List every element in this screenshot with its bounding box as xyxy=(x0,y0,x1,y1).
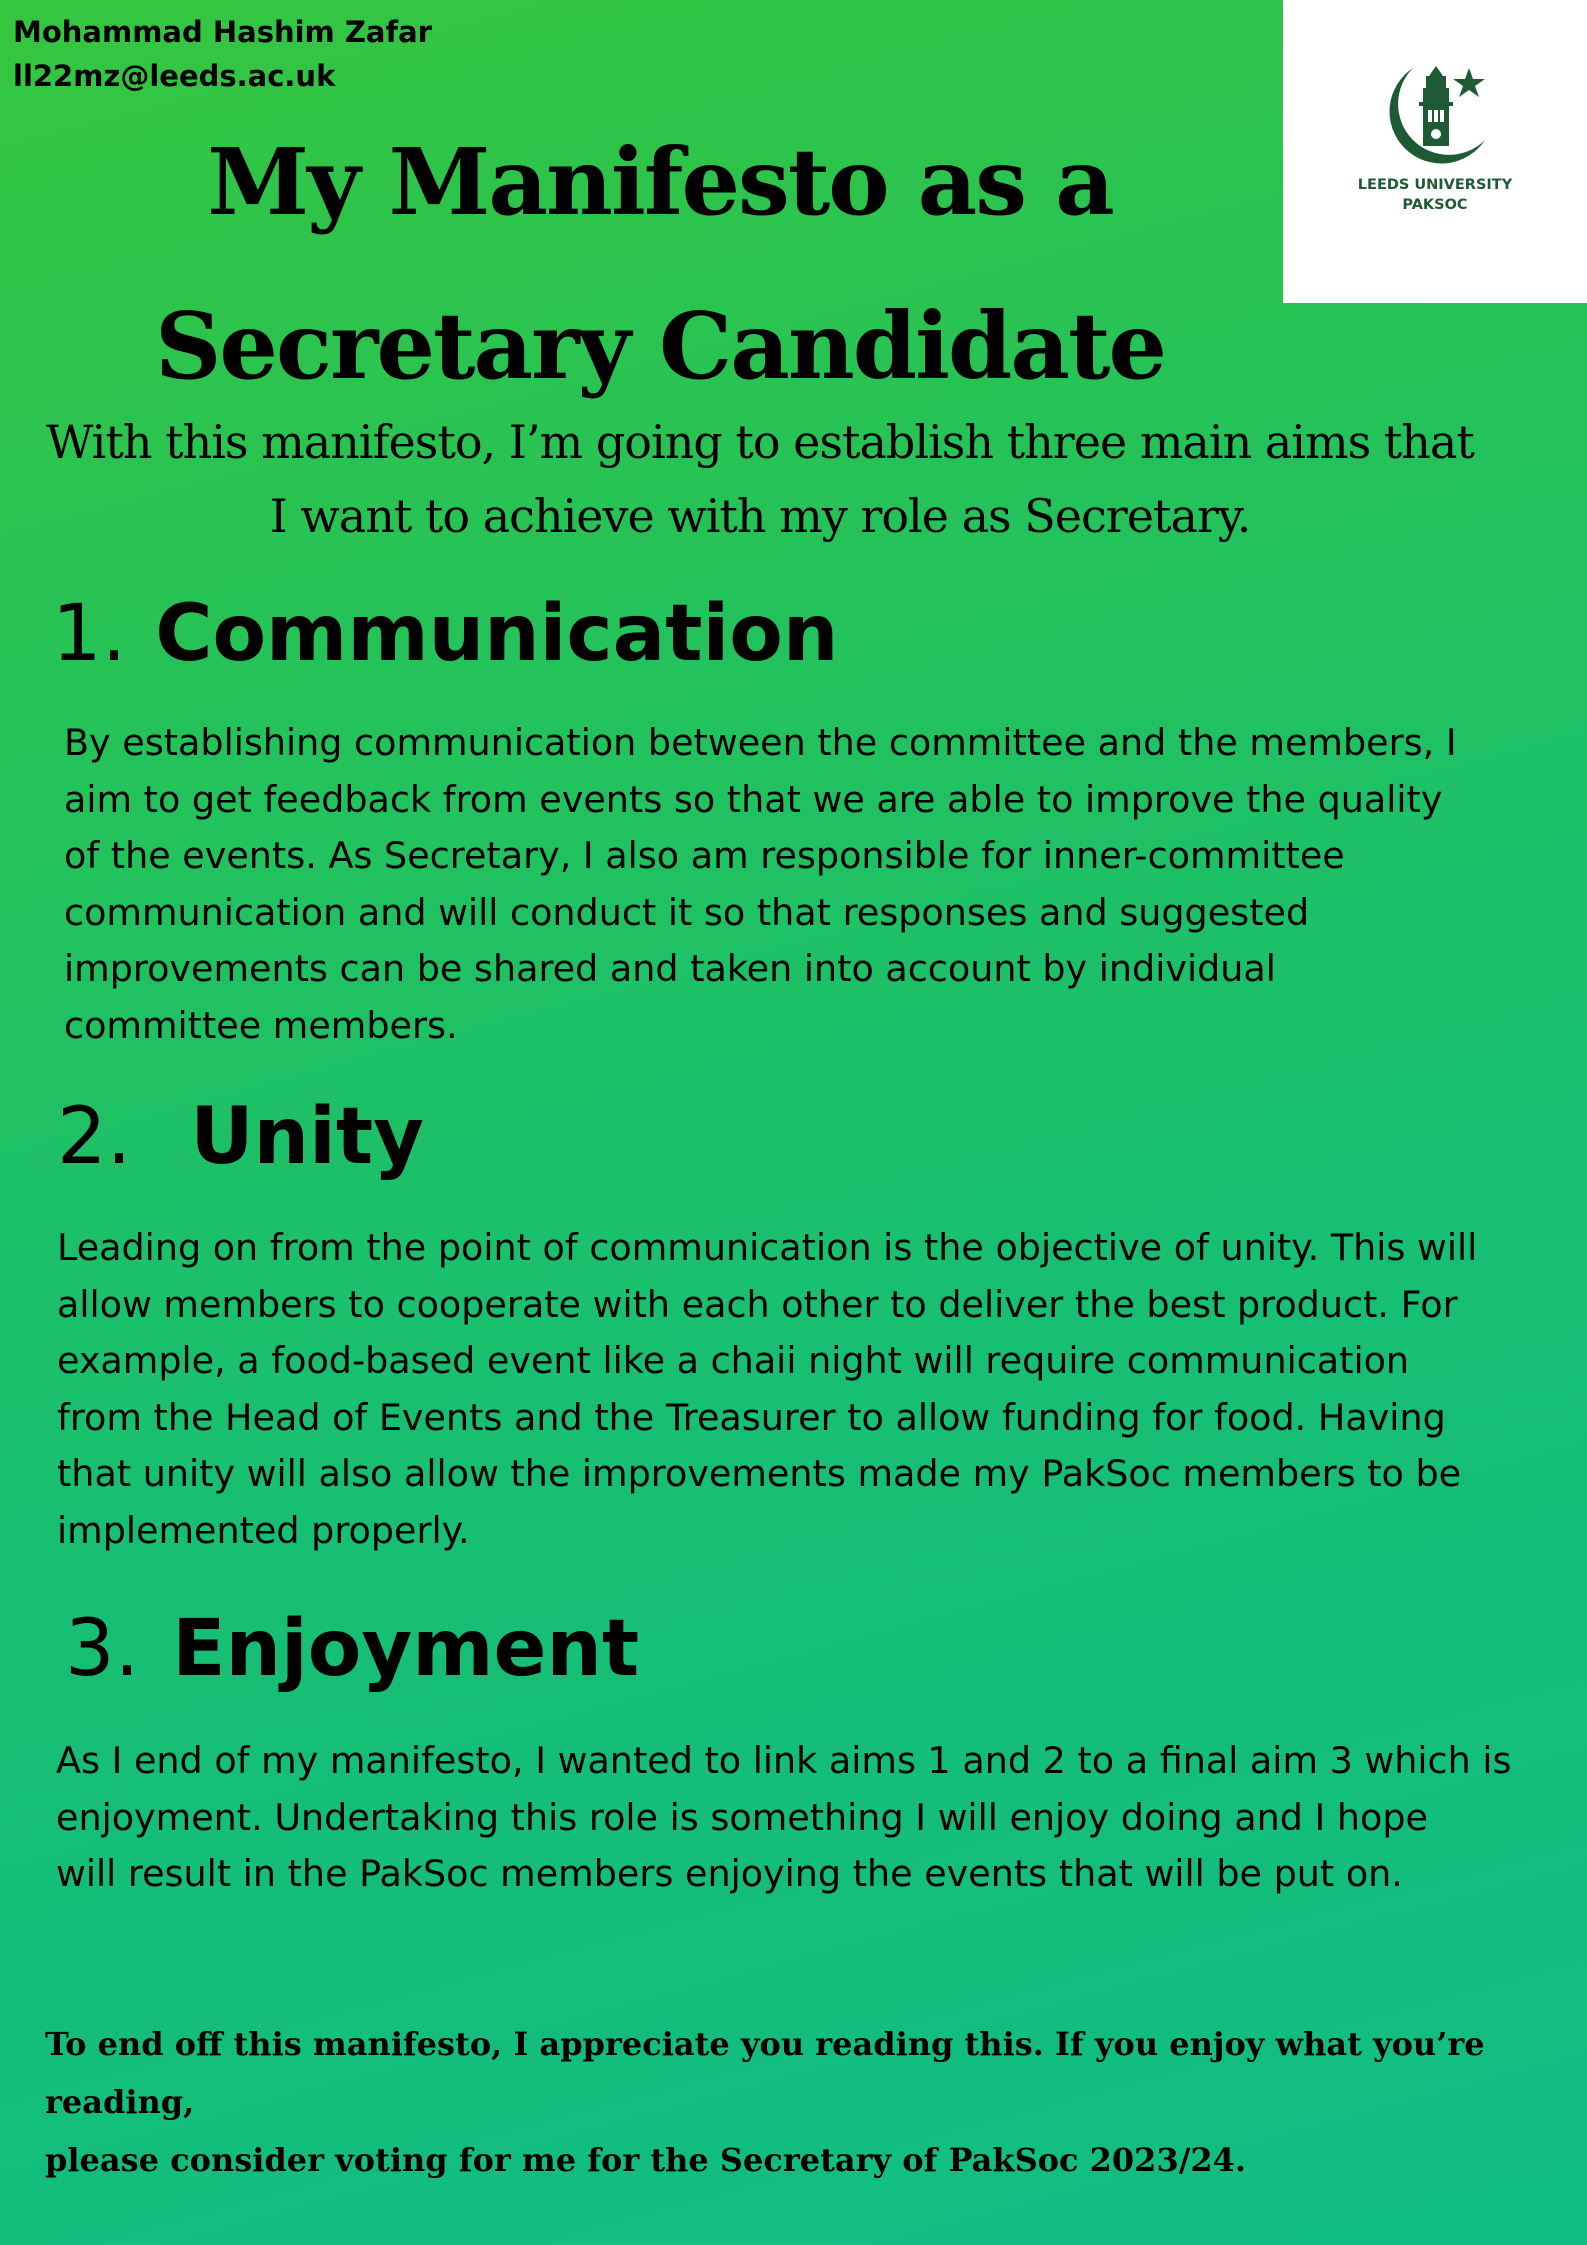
paragraph-line: enjoyment. Undertaking this role is something I will enjoy doing and I hope xyxy=(56,1795,1428,1839)
paragraph-line: of the events. As Secretary, I also am responsible for inner-committee xyxy=(64,834,1345,877)
intro-text xyxy=(30,405,1490,553)
paragraph-line: implemented properly. xyxy=(57,1508,470,1552)
paragraph-line: Leading on from the point of communication is the objective of unity. This will xyxy=(57,1226,1478,1269)
page-title xyxy=(0,100,1320,428)
paragraph-line: will result in the PakSoc members enjoying the events that will be put on. xyxy=(56,1852,1403,1895)
paragraph-line: aim to get feedback from events so that we are able to improve the quality xyxy=(64,777,1443,821)
paragraph-line: By establishing communication between the committee and the members, I xyxy=(64,721,1457,764)
title-line2: Secretary Candidate xyxy=(154,292,1166,400)
paragraph-line: from the Head of Events and the Treasurer to allow funding for food. Having xyxy=(57,1395,1446,1439)
paragraph-line: improvements can be shared and taken into account by individual xyxy=(64,947,1276,990)
paragraph-line: As I end of my manifesto, I wanted to link aims 1 and 2 to a final aim 3 which is xyxy=(56,1739,1512,1782)
paragraph-line: that unity will also allow the improvements made my PakSoc members to be xyxy=(57,1452,1462,1495)
crescent-star-tower-logo-icon xyxy=(1373,62,1497,172)
paragraph-line: committee members. xyxy=(64,1003,458,1047)
title-line1: My Manifesto as a xyxy=(207,128,1113,236)
section-paragraph-communication xyxy=(64,715,1564,1054)
author-email: ll22mz@leeds.ac.uk xyxy=(13,59,336,93)
author-name: Mohammad Hashim Zafar xyxy=(13,15,432,49)
logo-line2: PAKSOC xyxy=(1402,197,1468,213)
paragraph-line: example, a food-based event like a chaii night will require communication xyxy=(57,1339,1410,1382)
section-heading-communication xyxy=(52,584,838,684)
closing-text xyxy=(45,2015,1545,2189)
intro-line1: With this manifesto, I’m going to establish three main aims that xyxy=(46,415,1474,469)
closing-line2: please consider voting for me for the Secretary of PakSoc 2023/24. xyxy=(45,2141,1247,2179)
section-heading-enjoyment xyxy=(65,1599,639,1699)
paragraph-line: communication and will conduct it so that responses and suggested xyxy=(64,890,1310,934)
logo-line1: LEEDS UNIVERSITY xyxy=(1357,177,1513,193)
section-number: 3. xyxy=(65,1604,140,1694)
section-title: Enjoyment xyxy=(172,1604,640,1694)
section-number: 2. xyxy=(57,1092,132,1182)
section-title: Communication xyxy=(155,589,839,679)
intro-line2: I want to achieve with my role as Secretary. xyxy=(269,489,1251,543)
closing-line1: To end off this manifesto, I appreciate you reading this. If you enjoy what you’re reading, xyxy=(45,2025,1485,2121)
paragraph-line: allow members to cooperate with each other to deliver the best product. For xyxy=(57,1282,1458,1326)
section-title: Unity xyxy=(190,1092,424,1182)
section-heading-unity xyxy=(57,1087,424,1187)
logo xyxy=(1283,0,1587,303)
section-number: 1. xyxy=(52,589,127,679)
section-paragraph-unity xyxy=(57,1220,1577,1559)
author-info xyxy=(13,10,432,98)
section-paragraph-enjoyment xyxy=(56,1733,1581,1903)
